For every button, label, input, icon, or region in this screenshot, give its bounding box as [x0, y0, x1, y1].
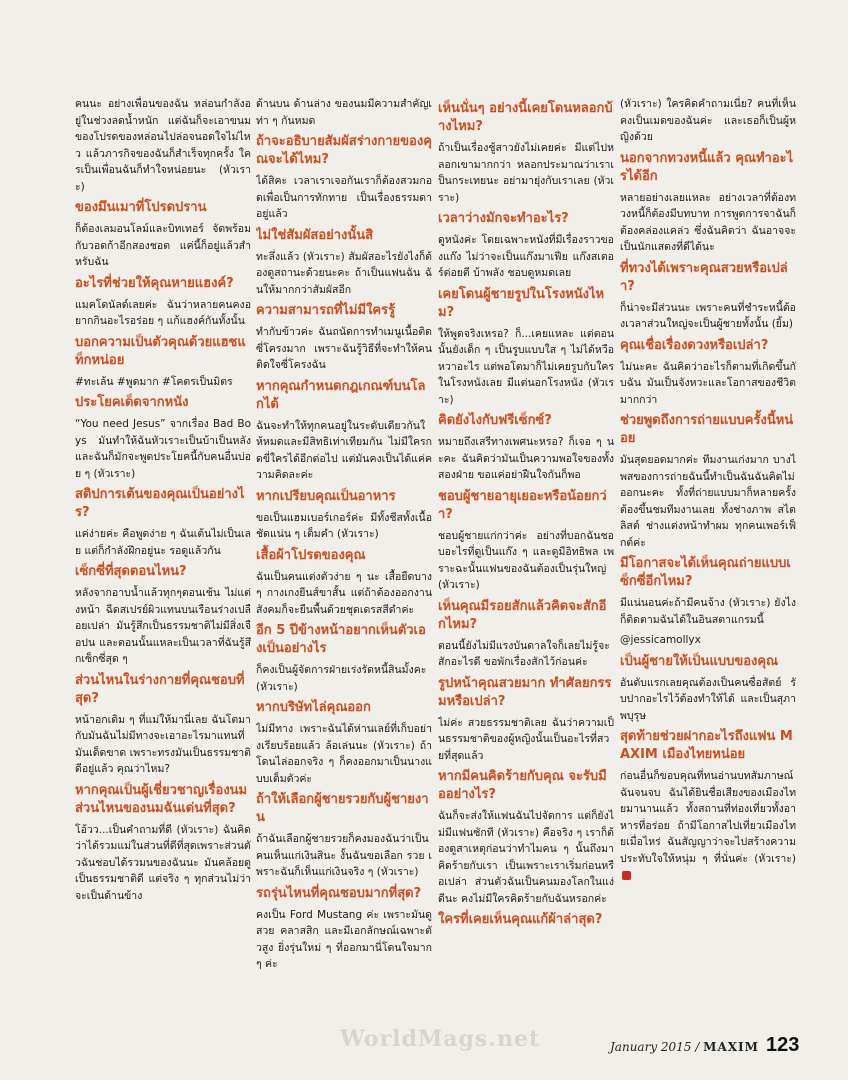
- question-heading: หากคุณกำหนดกฎเกณฑ์บนโลกได้: [256, 378, 426, 412]
- answer-paragraph: มันสุดยอดมากค่ะ ทีมงานเก่งมาก บางไพสของการถ่ายฉันนี้ทำเป็นฉันฉันคิดไม่ออกนะคะ ทั้งที่ถ่ายแบบมาก็หลายครั้ง ต้องขึ้นชมทีมงานเลย ทั้งช่างภาพ สไตลิสต์ ช่างแต่งหน้าทำผม ทุกคนเพอร์เฟ็กต์ค่ะ: [620, 454, 796, 549]
- answer-paragraph: ฉันก็จะส่งให้แฟนฉันไปจัดการ แต่ก็ยังไม่มีแฟนซักที (หัวเราะ) คือจริง ๆ เราก็ต้องดูสาเหตุก่อนว่าทำไมคน ๆ นั้นถึงมาคิดร้ายกับเรา เป็นเพราะเราเริ่มก่อนหรือเปล่า ส่วนตัวฉันเป็นคนมองโลกในแง่ดีนะ คงไม่มีใครคิดร้ายกับฉันหรอกค่ะ: [438, 810, 614, 905]
- answer-paragraph: ดูหนังค่ะ โดยเฉพาะหนังที่มีเรื่องราวของแก๊ง ไม่ว่าจะเป็นแก๊งมาเฟีย แก๊งสเตอร์ต่อยตี บ้าพลัง ชอบดูหมดเลย: [438, 234, 614, 279]
- question-heading: ช่วยพูดถึงการถ่ายแบบครั้งนี้หน่อย: [620, 413, 794, 446]
- answer-paragraph: (หัวเราะ) ใครคิดคำถามเนี่ย? คนที่เห็นคงเป็นเมดของฉันค่ะ และเธอก็เป็นผู้หญิงด้วย: [620, 98, 796, 143]
- question-heading: รูปหน้าคุณสวยมาก ทำศัลยกรรมหรือเปล่า?: [438, 675, 612, 709]
- answer-paragraph: หมายถึงเสรีทางเพศนะหรอ? ก็เจอ ๆ นะคะ ฉันคิดว่ามันเป็นความพอใจของทั้งสองฝ่าย ขอแค่อย่าฝืนใจกันก็พอ: [438, 436, 614, 481]
- answer-paragraph: #ทะเล้น #พูดมาก #โคตรเป็นมิตร: [75, 375, 233, 388]
- question-heading: ของมึนเมาที่โปรดปราน: [75, 200, 207, 215]
- question-heading: รถรุ่นไหนที่คุณชอบมากที่สุด?: [256, 885, 422, 901]
- answer-paragraph: ทำกับข้าวค่ะ ฉันถนัดการทำเมนูเนื้อติดซี่โครงมาก เพราะฉันรู้วิธีที่จะทำให้คนติดใจซี่โครงฉัน: [256, 326, 432, 371]
- answer-paragraph: โอ้วว...เป็นคำถามที่ดี (หัวเราะ) ฉันคิดว่าได้รวมแม่ในส่วนที่ดีที่สุดเพราะส่วนตัวฉันชอบได้รวมนของฉันนะ มันคล้อยดูเป็นธรรมชาติดี แต่จริง ๆ ทุกส่วนไม่ว่าจะเป็นด้านข้าง: [75, 823, 251, 902]
- footer-separator: /: [695, 1040, 700, 1054]
- issue-date: January 2015: [610, 1040, 692, 1054]
- answer-paragraph: @jessicamollyx: [620, 634, 701, 646]
- question-heading: ความสามารถที่ไม่มีใครรู้: [256, 303, 396, 318]
- answer-paragraph: ฉันเป็นคนแต่งตัวง่าย ๆ นะ เสื้อยืดบาง ๆ กางเกงยีนส์ขาสั้น แต่ถ้าต้องออกงานสังคมก็จะยืนพื้นด้วยชุดเดรสสีดำค่ะ: [256, 570, 432, 616]
- answer-paragraph: ด้านบน ด้านล่าง ของนมมีความสำคัญเท่า ๆ กันหมด: [256, 98, 432, 127]
- question-heading: สุดท้ายช่วยฝากอะไรถึงแฟน MAXIM เมืองไทยหน่อย: [620, 729, 793, 762]
- end-mark-icon: [622, 871, 631, 880]
- question-heading: หากคุณเป็นผู้เชี่ยวชาญเรื่องนมส่วนไหนของนมฉันเด่นที่สุด?: [75, 782, 248, 816]
- page-number: 123: [766, 1034, 800, 1056]
- answer-paragraph: หลายอย่างเลยแหละ อย่างเวลาที่ต้องทวงหนี้ก็ต้องมีบทบาท การพูดการจาฉันก็ต้องคล่องแคล่ว ซึ่งฉันคิดว่า ฉันอาจจะเป็นนักแสดงที่ดีได้นะ: [620, 191, 796, 253]
- answer-paragraph: ถ้าเป็นเรื่องชู้สาวยังไม่เคยค่ะ มีแต่ไปหลอกเขามากกว่า หลอกประมาณว่าเราเป็นกระเทยนะ อย่ามายุ่งกับเราเลย (หัวเราะ): [438, 142, 614, 204]
- answer-paragraph: ชอบผู้ชายแก่กว่าค่ะ อย่างที่บอกฉันชอบอะไรที่ดูเป็นแก๊ง ๆ และดูมีอิทธิพล เพราะฉะนั้นแฟนของฉันต้องเป็นรุ่นใหญ่ (หัวเราะ): [438, 529, 614, 591]
- answer-paragraph: แค่ง่ายค่ะ คือพูดง่าย ๆ ฉันเต้นไม่เป็นเลย แต่ก็กำลังฝึกอยู่นะ รอดูแล้วกัน: [75, 528, 251, 557]
- question-heading: ชอบผู้ชายอายุเยอะหรือน้อยกว่า?: [438, 488, 607, 522]
- answer-paragraph: ฉันจะทำให้ทุกคนอยู่ในระดับเดียวกันให้หมดและมีสิทธิเท่าเทียมกัน ไม่มีใครกดขี่ใครได้อีกต่อไป แต่มันคงเป็นได้แค่ความคิดละค่ะ: [256, 419, 432, 481]
- question-heading: ประโยคเด็ดจากหนัง: [75, 395, 189, 410]
- question-heading: หากบริษัทไล่คุณออก: [256, 700, 371, 715]
- magazine-brand: MAXIM: [703, 1040, 759, 1054]
- answer-paragraph: มีแน่นอนค่ะถ้ามีคนจ้าง (หัวเราะ) ยังไงก็ติดตามฉันได้ในอินสตาแกรมนี้: [620, 597, 796, 626]
- text-column-3: [438, 96, 614, 1040]
- question-heading: ส่วนไหนในร่างกายที่คุณชอบที่สุด?: [75, 672, 245, 706]
- question-heading: เซ็กซี่ที่สุดตอนไหน?: [75, 564, 187, 579]
- question-heading: ถ้าให้เลือกผู้ชายรวยกับผู้ชายงาน: [256, 792, 429, 825]
- text-column-1: [75, 96, 251, 1040]
- question-heading: มีโอกาสจะได้เห็นคุณถ่ายแบบเซ็กซี่อีกไหม?: [620, 556, 791, 589]
- question-heading: นอกจากทวงหนี้แล้ว คุณทำอะไรได้อีก: [620, 150, 794, 184]
- answer-paragraph: ตอนนี้ยังไม่มีแรงบันดาลใจก็เลยไม่รู้จะสักอะไรดี ขอพักเรื่องสักไว้ก่อนค่ะ: [438, 639, 610, 668]
- answer-paragraph: ไม่มีทาง เพราะฉันได้ห่านเลย์ที่เก็บอย่างเรียบร้อยแล้ว ล้อเล่นนะ (หัวเราะ) ถ้าโดนไล่ออกจริง ๆ ก็คงออกมาเป็นนางแบบเต็มตัวค่ะ: [256, 723, 432, 785]
- question-heading: บอกความเป็นตัวคุณด้วยแฮชแท็กหน่อย: [75, 334, 246, 368]
- text-column-4: [620, 96, 796, 1040]
- answer-paragraph: ก็น่าจะมีส่วนนะ เพราะคนที่ชำระหนี้ต้องเวลาส่วนใหญ่จะเป็นผู้ชายทั้งนั้น (ยิ้ม): [620, 301, 796, 330]
- answer-paragraph: ก่อนอื่นก็ขอบคุณที่ทนอ่านบทสัมภาษณ์ฉันจนจบ ฉันได้ยินชื่อเสียงของเมืองไทยมานานแล้ว ทั้งสถานที่ท่องเที่ยวทั้งอาหารที่อร่อย ถ้ามีโอกาสไปเที่ยวเมืองไทยเมื่อไหร่ ฉันสัญญาว่าจะไปสร้างความประทับใจให้หนุ่ม ๆ ที่นั่นค่ะ (หัวเราะ): [620, 768, 796, 884]
- question-heading: คุณเชื่อเรื่องดวงหรือเปล่า?: [620, 337, 769, 353]
- answer-paragraph: ถ้าฉันเลือกผู้ชายรวยก็คงมองฉันว่าเป็นคนเห็นแก่เงินสินะ งั้นฉันขอเลือก รวย เพราะฉันก็เห็นแก่เงินจริง ๆ (หัวเราะ): [256, 833, 432, 878]
- question-heading: เคยโดนผู้ชายรูปในโรงหนังไหม?: [438, 286, 605, 320]
- answer-paragraph: ขอเป็นแฮมเบอร์เกอร์ค่ะ มีทั้งชีสทั้งเนื้อชัดแน่น ๆ เต็มคำ (หัวเราะ): [256, 511, 432, 540]
- question-heading: คิดยังไงกับฟรีเซ็กซ์?: [438, 413, 552, 428]
- question-heading: อะไรที่ช่วยให้คุณหายแฮงค์?: [75, 275, 234, 291]
- question-heading: ไม่ใช่สัมผัสอย่างนั้นสิ: [256, 227, 374, 243]
- answer-paragraph: ไม่นะคะ ฉันคิดว่าอะไรก็ตามที่เกิดขึ้นกับฉัน มันเป็นจังหวะและโอกาสของชีวิตมากกว่า: [620, 360, 796, 406]
- question-heading: ถ้าจะอธิบายสัมผัสร่างกายของคุณจะได้ไหม?: [256, 134, 432, 167]
- answer-paragraph: แมคโดนัลด์เลยค่ะ ฉันว่าหลายคนคงอยากกินอะไรอร่อย ๆ แก้แฮงค์กันทั้งนั้น: [75, 298, 251, 327]
- question-heading: สติปการเต้นของคุณเป็นอย่างไร?: [75, 487, 245, 520]
- question-heading: ที่ทวงได้เพราะคุณสวยหรือเปล่า?: [620, 260, 788, 294]
- question-heading: เวลาว่างมักจะทำอะไร?: [438, 211, 569, 226]
- answer-paragraph: ไม่ค่ะ สวยธรรมชาติเลย ฉันว่าความเป็นธรรมชาติของผู้หญิงนั้นเป็นอะไรที่สวยที่สุดแล้ว: [438, 716, 614, 762]
- question-heading: เห็นคุณมีรอยสักแล้วคิดจะสักอีกไหม?: [438, 598, 607, 632]
- watermark: WorldMags.net: [340, 1026, 541, 1052]
- answer-paragraph: หลังจากอาบน้ำแล้วทุกๆตอนเช้น ไม่แต่งหน้า ฉีดสเปรย์ผิวแทนบนเรือนร่างเปลือยเปล่า มันรู้สึกเป็นธรรมชาติไม่มีสิ่งเจือปน และตอนนั้นแหละเป็นเวลาที่ฉันรู้สึกเซ็กซี่สุด ๆ: [75, 587, 251, 665]
- question-heading: เสื้อผ้าโปรดของคุณ: [256, 547, 366, 563]
- question-heading: อีก 5 ปีข้างหน้าอยากเห็นตัวเองเป็นอย่างไร: [256, 623, 426, 656]
- text-column-2: [256, 96, 432, 1040]
- question-heading: เห็นนั่นๆ อย่างนี้เคยโดนหลอกบ้างไหม?: [438, 101, 613, 134]
- question-heading: หากมีคนคิดร้ายกับคุณ จะรับมืออย่างไร?: [438, 769, 607, 802]
- answer-paragraph: คนนะ อย่างเพื่อนของฉัน หล่อนกำลังอยู่ในช่วงลดน้ำหนัก แต่ฉันก็จะเอาขนมของโปรดของหล่อนไปล่อจนอดใจไม่ไหว แล้วภารกิจของฉันก็สำเร็จทุกครั้ง ใครเป็นเพื่อนฉันก็ทำใจหน่อยนะ (หัวเราะ): [75, 98, 251, 193]
- answer-paragraph: ให้พูดจริงเหรอ? ก็...เคยแหละ แต่ตอนนั้นยังเด็ก ๆ เป็นรูบแบบใส ๆ ไม่ได้หวือหวาอะไร แต่พอโตมาก็ไม่เคยรูบกับใครในโรงหนังเลย มีแต่นอกโรงหนัง (หัวเราะ): [438, 327, 614, 406]
- answer-paragraph: ทะลึ่งแล้ว (หัวเราะ) สัมผัสอะไรยังไงก็ต้องดูสถานะด้วยนะคะ ถ้าเป็นแฟนฉัน ฉันให้มากกว่าสัมผัสอีก: [256, 250, 432, 296]
- question-heading: ใครที่เคยเห็นคุณแก้ผ้าล่าสุด?: [438, 912, 603, 927]
- answer-paragraph: คงเป็น Ford Mustang ค่ะ เพราะมันดูสวย คลาสสิก และมีเอกลักษณ์เฉพาะตัวสูง ยิ่งรุ่นใหม่ ๆ ที่ออกมานี่โดนใจมาก ๆ ค่ะ: [256, 908, 432, 970]
- answer-paragraph: หน้าอกเดิม ๆ ที่แม่ให้มานี่เลย ฉันโตมากับมันฉันไม่มีทางจะเอาอะไรมาแทนที่มันเด็ดขาด เพราะทรงมันเป็นธรรมชาติดีอยู่แล้ว คุณว่าไหม?: [75, 713, 251, 775]
- page-footer: [610, 1040, 759, 1054]
- question-heading: เป็นผู้ชายให้เป็นแบบของคุณ: [620, 653, 779, 669]
- answer-paragraph: อันดับแรกเลยคุณต้องเป็นคนซื่อสัตย์ รับปากอะไรไว้ต้องทำให้ได้ และเป็นสุภาพบุรุษ: [620, 676, 796, 722]
- answer-paragraph: ก็ต้องเลมอนโลม์และบิทเทอร์ จัดพร้อมกับวอดก้าอีกสองชอต แค่นี้ก็อยู่แล้วสำหรับฉัน: [75, 223, 251, 268]
- question-heading: หากเปรียบคุณเป็นอาหาร: [256, 488, 396, 504]
- answer-paragraph: “You need Jesus” จากเรื่อง Bad Boys มันทำให้ฉันหัวเราะเป็นบ้าเป็นหลัง และฉันก็มักจะพูดประโยคนี้กับคนอื่นบ่อย ๆ (หัวเราะ): [75, 418, 251, 480]
- answer-paragraph: ก็คงเป็นผู้จัดการฝ่ายเร่งรัดหนี้สินมั้งคะ (หัวเราะ): [256, 664, 427, 693]
- answer-paragraph: ได้สิคะ เวลาเราเจอกันเราก็ต้องสวมกอดเพื่อเป็นการทักทาย เป็นเรื่องธรรมดาอยู่แล้ว: [256, 175, 432, 220]
